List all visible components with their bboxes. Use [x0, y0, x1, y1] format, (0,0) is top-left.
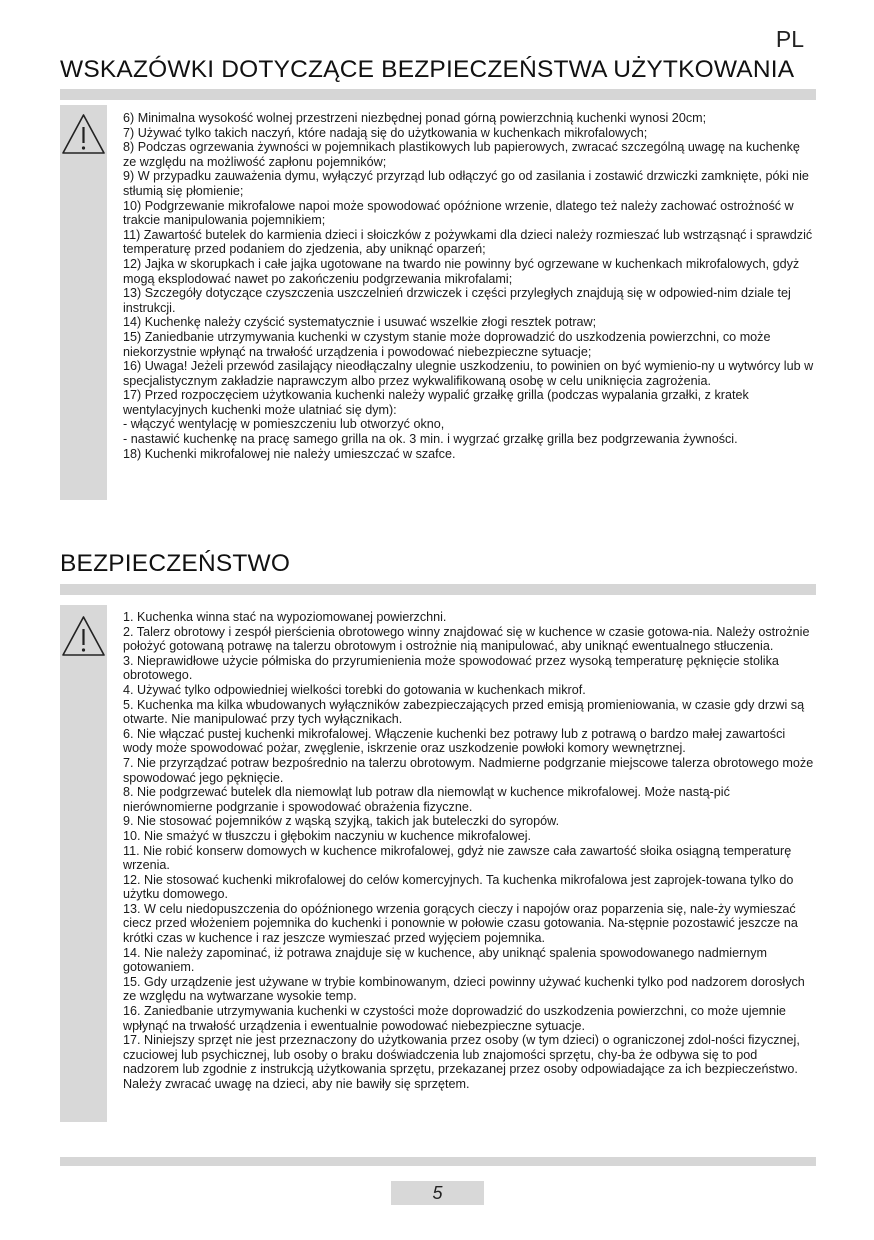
- section-divider: [60, 584, 816, 595]
- list-item: 9. Nie stosować pojemników z wąską szyjką, takich jak buteleczki do syropów.: [123, 814, 560, 829]
- list-item: 13. W celu niedopuszczenia do opóźnionego wrzenia gorących cieczy i napojów oraz poparzenia się, nale-ży wymieszać ciecz przed włożeniem pojemnika do kuchenki i ponownie w połowie czasu gotowania. Na-stępnie pozostawić jeszcze na krótki czas w kuchence i raz jeszcze wymieszać przed wyjęciem pojemnika.: [123, 901, 798, 946]
- list-item: 13) Szczegóły dotyczące czyszczenia uszczelnień drzwiczek i części przyległych znajdują się w odpowied-nim dziale tej instrukcji.: [123, 286, 791, 315]
- safety-list: [123, 610, 815, 1092]
- list-item: 14) Kuchenkę należy czyścić systematycznie i usuwać wszelkie złogi resztek potraw;: [123, 315, 597, 330]
- list-item: 3. Nieprawidłowe użycie półmiska do przyrumienienia może spowodować przez wysoką temperaturę pęknięcie stolika obrotowego.: [123, 653, 779, 683]
- list-item: 16. Zaniedbanie utrzymywania kuchenki w czystości może doprowadzić do uszkodzenia powierzchni, co może ujemnie wpłynąć na trwałość urządzenia i ewentualnie powodować niebezpieczne sytuacje.: [123, 1004, 786, 1033]
- list-item: 15) Zaniedbanie utrzymywania kuchenki w czystym stanie może doprowadzić do uszkodzenia powierzchni, co może niekorzystnie wpłynąć na trwałość urządzenia i powodować niebezpieczne sytuacje;: [123, 329, 771, 359]
- list-item: 7. Nie przyrządzać potraw bezpośrednio na talerzu obrotowym. Nadmierne podgrzanie miejscowe talerza obrotowego może spowodować jego pęknięcie.: [123, 755, 814, 785]
- list-item: 10. Nie smażyć w tłuszczu i głębokim naczyniu w kuchence mikrofalowej.: [123, 828, 532, 843]
- list-item: 7) Używać tylko takich naczyń, które nadają się do użytkowania w kuchenkach mikrofalowych;: [123, 125, 648, 140]
- list-item: 16) Uwaga! Jeżeli przewód zasilający nieodłączalny ulegnie uszkodzeniu, to powinien on być wymienio-ny u wytwórcy lub w specjalistycznym zakładzie naprawczym albo przez wykwalifikowaną osobę w celu uniknięcia zagrożenia.: [123, 359, 814, 388]
- list-item: - włączyć wentylację w pomieszczeniu lub otworzyć okno,: [123, 417, 445, 432]
- list-item: 8) Podczas ogrzewania żywności w pojemnikach plastikowych lub papierowych, zwracać szczególną uwagę na kuchenkę ze względu na możliwość zapłonu pojemników;: [123, 140, 800, 169]
- list-item: 17. Niniejszy sprzęt nie jest przeznaczony do użytkowania przez osoby (w tym dzieci) o ograniczonej zdol-ności fizycznej, czuciowej lub psychicznej, lub osoby o braku doświadczenia lub znajomości sprzętu, chy-ba że odbywa się to pod nadzorem lub zgodnie z instrukcją użytkowania sprzętu, przekazanej przez osoby odpowiadające za ich bezpieczeństwo. Należy zwracać uwagę na dzieci, aby nie bawiły się sprzętem.: [123, 1033, 800, 1091]
- list-item: 18) Kuchenki mikrofalowej nie należy umieszczać w szafce.: [123, 446, 456, 461]
- list-item: 10) Podgrzewanie mikrofalowe napoi może spowodować opóźnione wrzenie, dlatego też należy zachować ostrożność w trakcie manipulowania pojemnikiem;: [123, 198, 794, 228]
- list-item: 2. Talerz obrotowy i zespół pierścienia obrotowego winny znajdować się w kuchence w czasie gotowa-nia. Należy ostrożnie położyć gotowaną potrawę na talerzu obrotowym i ostrożnie nią manipulować, aby uniknąć ewentualnego stłuczenia.: [123, 624, 810, 654]
- section-divider: [60, 89, 816, 100]
- list-item: 6) Minimalna wysokość wolnej przestrzeni niezbędnej ponad górną powierzchnią kuchenki wynosi 20cm;: [123, 111, 707, 125]
- list-item: 12) Jajka w skorupkach i całe jajka ugotowane na twardo nie powinny być ogrzewane w kuchenkach mikrofalowych, gdyż mogą eksplodować nawet po zakończeniu podgrzewania mikrofalami;: [123, 256, 800, 286]
- list-item: 15. Gdy urządzenie jest używane w trybie kombinowanym, dzieci powinny używać kuchenki tylko pod nadzorem dorosłych ze względu na wytwarzane wysokie temp.: [123, 974, 805, 1004]
- language-label: PL: [775, 26, 804, 52]
- list-item: 6. Nie włączać pustej kuchenki mikrofalowej. Włączenie kuchenki bez potrawy lub z potrawą o bardzo małej zawartości wody może spowodować pożar, zwęglenie, iskrzenie oraz uszkodzenie powłoki komory wewnętrznej.: [123, 726, 786, 756]
- list-item: 5. Kuchenka ma kilka wbudowanych wyłączników zabezpieczających przed emisją promieniowania, w czasie gdy drzwi są otwarte. Nie manipulować przy tych wyłącznikach.: [123, 697, 805, 727]
- list-item: 9) W przypadku zauważenia dymu, wyłączyć przyrząd lub odłączyć go od zasilania i zostawić drzwiczki zamknięte, póki nie stłumią się płomienie;: [123, 169, 809, 198]
- section-title-safety-tips: WSKAZÓWKI DOTYCZĄCE BEZPIECZEŃSTWA UŻYTKOWANIA: [60, 56, 795, 83]
- warning-sidebar: [60, 605, 107, 1122]
- list-item: 1. Kuchenka winna stać na wypoziomowanej powierzchni.: [123, 610, 447, 624]
- list-item: 17) Przed rozpoczęciem użytkowania kuchenki należy wypalić grzałkę grilla (podczas wypalania grzałki, z kratek wentylacyjnych kuchenki może ulatniać się dym):: [123, 388, 749, 417]
- warning-triangle-icon: [60, 111, 107, 157]
- list-item: 8. Nie podgrzewać butelek dla niemowląt lub potraw dla niemowląt w kuchence mikrofalowej. Może nastą-pić nierównomierne podgrzanie i spowodować obrażenia fizyczne.: [123, 785, 730, 814]
- warning-sidebar: [60, 105, 107, 500]
- page-number: 5: [391, 1181, 484, 1205]
- list-item: 14. Nie należy zapominać, iż potrawa znajduje się w kuchence, aby uniknąć spalenia spowodowanego nadmiernym gotowaniem.: [123, 945, 768, 975]
- section-title-safety: BEZPIECZEŃSTWO: [60, 550, 291, 577]
- list-item: - nastawić kuchenkę na pracę samego grilla na ok. 3 min. i wygrzać grzałkę grilla bez podgrzewania żywności.: [123, 432, 738, 447]
- list-item: 12. Nie stosować kuchenki mikrofalowej do celów komercyjnych. Ta kuchenka mikrofalowa jest zaprojek-towana tylko do użytku domowego.: [123, 872, 794, 902]
- list-item: 11. Nie robić konserw domowych w kuchence mikrofalowej, gdyż nie zawsze cała zawartość słoika osiągną temperaturę wrzenia.: [123, 843, 792, 873]
- list-item: 11) Zawartość butelek do karmienia dzieci i słoiczków z pożywkami dla dzieci należy rozmieszać lub wstrząsnąć i sprawdzić temperaturę przed podaniem do zjedzenia, aby uniknąć oparzeń;: [123, 227, 813, 257]
- safety-tips-list: [123, 111, 815, 461]
- footer-divider: [60, 1157, 816, 1166]
- list-item: 4. Używać tylko odpowiedniej wielkości torebki do gotowania w kuchenkach mikrof.: [123, 682, 586, 697]
- warning-triangle-icon: [60, 613, 107, 659]
